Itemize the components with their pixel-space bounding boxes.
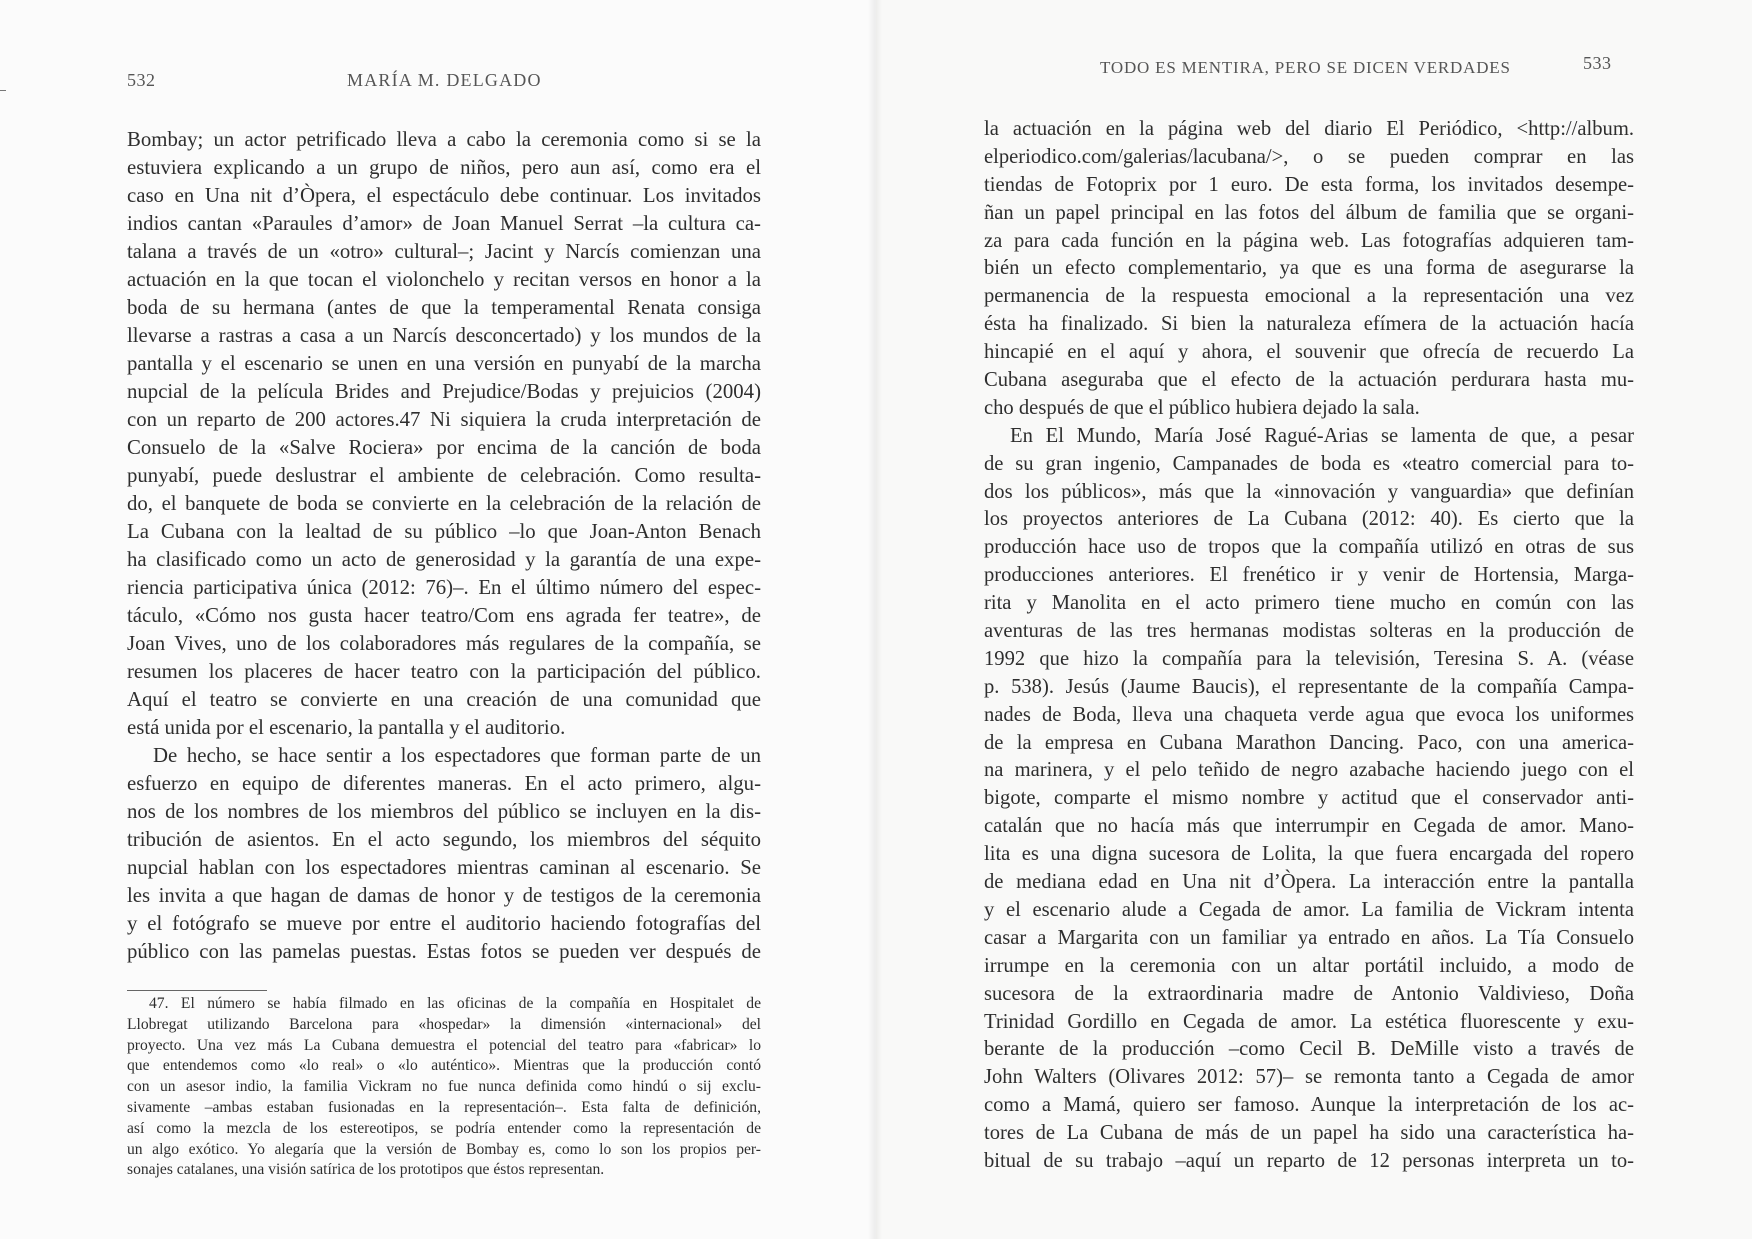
- text-line: resumen los placeres de hacer teatro con la participación del público.: [127, 660, 761, 683]
- text-line: John Walters (Olivares 2012: 57)– se remonta tanto a Cegada de amor: [984, 1066, 1634, 1089]
- text-line: caso en Una nit d’Òpera, el espectáculo debe continuar. Los invitados: [127, 184, 761, 207]
- footnote-line: con un asesor indio, la familia Vickram no fue nunca definida como hindú o sij exclu-: [127, 1078, 761, 1096]
- text-line: dos los públicos», más que la «innovación y vanguardia» que definían: [984, 480, 1634, 503]
- text-line: na marinera, y el pelo teñido de negro azabache haciendo juego con el: [984, 759, 1634, 782]
- text-line: boda de su hermana (antes de que la temperamental Renata consiga: [127, 296, 761, 319]
- left-page-number: 532: [127, 70, 156, 90]
- left-body-text: [127, 126, 761, 966]
- text-line: esfuerzo en equipo de diferentes maneras. En el acto primero, algu-: [127, 772, 761, 795]
- text-line: ha clasificado como un acto de generosidad y la garantía de una expe-: [127, 548, 761, 571]
- text-line: En El Mundo, María José Ragué-Arias se lamenta de que, a pesar: [1010, 424, 1634, 447]
- text-line: indios cantan «Paraules d’amor» de Joan Manuel Serrat –la cultura ca-: [127, 212, 761, 235]
- text-line: la actuación en la página web del diario El Periódico, <http://album.: [984, 118, 1634, 140]
- text-line: bién un efecto complementario, ya que es una forma de asegurarse la: [984, 257, 1634, 280]
- text-line: casar a Margarita con un familiar ya entrado en años. La Tía Consuelo: [984, 926, 1634, 949]
- text-line: La Cubana con la lealtad de su público –lo que Joan-Anton Benach: [127, 520, 761, 543]
- text-line: nos de los nombres de los miembros del público se incluyen en la dis-: [127, 800, 761, 823]
- footnote-line: un algo exótico. Yo alegaría que la versión de Bombay es, como lo son los propios per-: [127, 1140, 761, 1158]
- text-line: público con las pamelas puestas. Estas fotos se pueden ver después de: [127, 940, 761, 963]
- text-line: rita y Manolita en el acto primero tiene mucho en común con las: [984, 592, 1634, 615]
- text-line: tribución de asientos. En el acto segundo, los miembros del séquito: [127, 828, 761, 851]
- text-line: Aquí el teatro se convierte en una creación de una comunidad que: [127, 688, 761, 711]
- text-line: p. 538). Jesús (Jaume Baucis), el representante de la compañía Campa-: [984, 675, 1634, 698]
- text-line: sucesora de la extraordinaria madre de Antonio Valdivieso, Doña: [984, 982, 1634, 1005]
- text-line: producciones anteriores. El frenético ir y venir de Hortensia, Marga-: [984, 564, 1634, 587]
- text-line: con un reparto de 200 actores.47 Ni siquiera la cruda interpretación de: [127, 408, 761, 431]
- text-line: Cubana aseguraba que el efecto de la actuación perdurara hasta mu-: [984, 369, 1634, 392]
- text-line: estuviera explicando a un grupo de niños, pero aun así, como era el: [127, 156, 761, 179]
- text-line: Joan Vives, uno de los colaboradores más regulares de la compañía, se: [127, 632, 761, 655]
- text-line: nupcial de la película Brides and Prejudice/Bodas y prejuicios (2004): [127, 380, 761, 403]
- text-line: tores de La Cubana de más de un papel ha sido una característica ha-: [984, 1122, 1634, 1145]
- text-line: cho después de que el público hubiera dejado la sala.: [984, 396, 1420, 419]
- text-line: ésta ha finalizado. Si bien la naturaleza efímera de la actuación hacía: [984, 313, 1634, 336]
- text-line: berante de la producción –como Cecil B. DeMille visto a través de: [984, 1038, 1634, 1061]
- text-line: irrumpe en la ceremonia con un altar portátil incluido, a modo de: [984, 954, 1634, 977]
- text-line: tiendas de Fotoprix por 1 euro. De esta forma, los invitados desempe-: [984, 173, 1634, 196]
- text-line: ñan un papel principal en las fotos del álbum de familia que se organi-: [984, 201, 1634, 224]
- footnote-line: sivamente –ambas estaban fusionadas en la representación–. Esta falta de definición,: [127, 1098, 761, 1116]
- right-running-head: TODO ES MENTIRA, PERO SE DICEN VERDADES: [1100, 58, 1511, 77]
- text-line: les invita a que hagan de damas de honor y de testigos de la ceremonia: [127, 884, 761, 907]
- text-line: bigote, comparte el mismo nombre y actitud que el conservador anti-: [984, 787, 1634, 810]
- text-line: hincapié en el aquí y ahora, el souvenir que ofrecía de recuerdo La: [984, 341, 1634, 364]
- text-line: actuación en la que tocan el violonchelo y recitan versos en honor a la: [127, 268, 761, 291]
- footnote-line: que entendemos como «lo real» o «lo auténtico». Mientras que la producción contó: [127, 1057, 761, 1075]
- text-line: y el fotógrafo se mueve por entre el auditorio haciendo fotografías del: [127, 912, 761, 935]
- text-line: está unida por el escenario, la pantalla y el auditorio.: [127, 716, 566, 739]
- footnote-rule: [127, 990, 267, 991]
- text-line: elperiodico.com/galerias/lacubana/>, o se pueden comprar en las: [984, 145, 1634, 168]
- text-line: 1992 que hizo la compañía para la televisión, Teresina S. A. (véase: [984, 647, 1634, 670]
- footnote-line: sonajes catalanes, una visión satírica de los prototipos que éstos representan.: [127, 1161, 605, 1179]
- left-running-head: MARÍA M. DELGADO: [347, 70, 542, 90]
- text-line: de la empresa en Cubana Marathon Dancing. Paco, con una america-: [984, 731, 1634, 754]
- text-line: Trinidad Gordillo en Cegada de amor. La estética fluorescente y exu-: [984, 1010, 1634, 1033]
- text-line: permanencia de la respuesta emocional a la representación una vez: [984, 285, 1634, 308]
- text-line: pantalla y el escenario se unen en una versión en punyabí de la marcha: [127, 352, 761, 375]
- footnote: [127, 994, 761, 1181]
- footnote-line: 47. El número se había filmado en las oficinas de la compañía en Hospitalet de: [149, 995, 761, 1012]
- footnote-line: así como la mezcla de los estereotipos, se podría entender como la representación de: [127, 1119, 761, 1137]
- text-line: za para cada función en la página web. Las fotografías adquieren tam-: [984, 229, 1634, 252]
- text-line: táculo, «Cómo nos gusta hacer teatro/Com ens agrada fer teatre», de: [127, 604, 761, 627]
- text-line: Bombay; un actor petrificado lleva a cabo la ceremonia como si se la: [127, 128, 761, 151]
- text-line: riencia participativa única (2012: 76)–. En el último número del espec-: [127, 576, 761, 599]
- text-line: bitual de su trabajo –aquí un reparto de 12 personas interpreta un to-: [984, 1149, 1634, 1172]
- text-line: punyabí, puede deslustrar el ambiente de celebración. Como resulta-: [127, 464, 761, 487]
- text-line: de su gran ingenio, Campanades de boda es «teatro comercial para to-: [984, 452, 1634, 475]
- footnote-line: proyecto. Una vez más La Cubana demuestra el potencial del teatro para «fabricar» lo: [127, 1036, 761, 1054]
- right-body-text: [984, 116, 1634, 1176]
- text-line: do, el banquete de boda se convierte en la celebración de la relación de: [127, 492, 761, 515]
- text-line: catalán que no hacía más que interrumpir en Cegada de amor. Mano-: [984, 815, 1634, 838]
- text-line: talana a través de un «otro» cultural–; Jacint y Narcís comienzan una: [127, 240, 761, 263]
- text-line: Consuelo de la «Salve Rociera» por encima de la canción de boda: [127, 436, 761, 459]
- text-line: los proyectos anteriores de La Cubana (2012: 40). Es cierto que la: [984, 508, 1634, 531]
- text-line: aventuras de las tres hermanas modistas solteras en la producción de: [984, 620, 1634, 643]
- text-line: producción hace uso de tropos que la compañía utilizó en otras de sus: [984, 536, 1634, 559]
- text-line: y el escenario alude a Cegada de amor. La familia de Vickram intenta: [984, 898, 1634, 921]
- footnote-line: Llobregat utilizando Barcelona para «hospedar» la dimensión «internacional» del: [127, 1015, 761, 1033]
- text-line: llevarse a rastras a casa a un Narcís desconcertado) y los mundos de la: [127, 324, 761, 347]
- text-line: nupcial hablan con los espectadores mientras caminan al escenario. Se: [127, 856, 761, 879]
- text-line: De hecho, se hace sentir a los espectadores que forman parte de un: [153, 744, 761, 767]
- text-line: de mediana edad en Una nit d’Òpera. La interacción entre la pantalla: [984, 871, 1634, 894]
- text-line: como a Mamá, quiero ser famoso. Aunque la interpretación de los ac-: [984, 1094, 1634, 1117]
- text-line: nades de Boda, lleva una chaqueta verde agua que evoca los uniformes: [984, 703, 1634, 726]
- book-gutter: [868, 0, 882, 1239]
- page-edge-mark: [0, 90, 6, 91]
- text-line: lita es una digna sucesora de Lolita, la que fuera encargada del ropero: [984, 843, 1634, 866]
- right-page: [876, 0, 1752, 1239]
- right-page-number: 533: [1583, 53, 1612, 73]
